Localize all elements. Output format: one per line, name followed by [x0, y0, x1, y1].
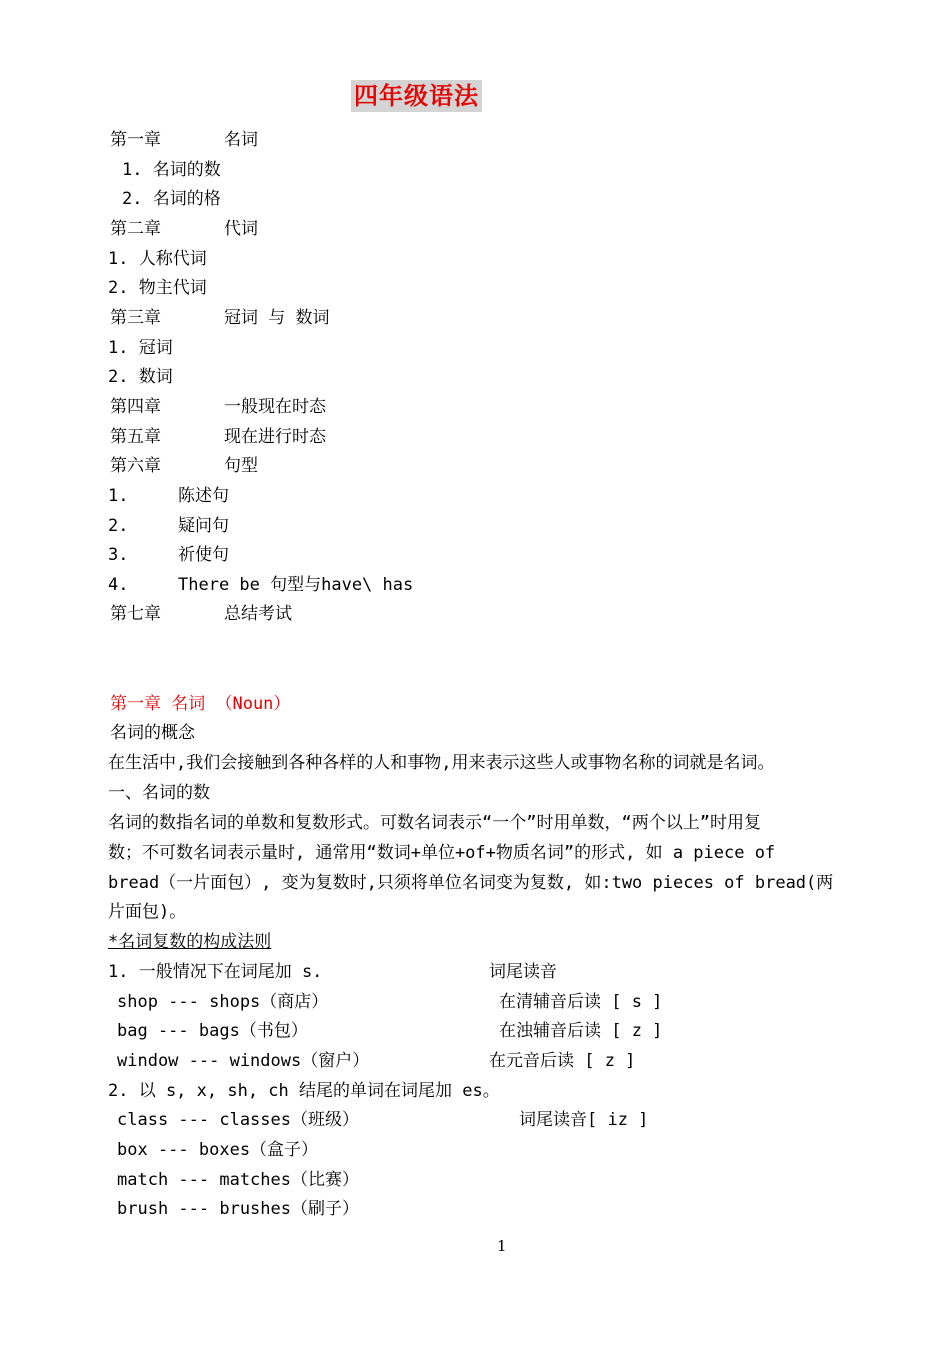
rule-2-note: 词尾读音[ iz ] — [519, 1110, 649, 1130]
toc-chapter-1-name: 名词 — [224, 130, 258, 150]
example-word: class --- classes（班级） — [117, 1110, 359, 1130]
page-number: 1 — [497, 1237, 507, 1255]
paragraph-line: bread（一片面包）, 变为复数时,只须将单位名词变为复数, 如:two pieces of bread(两 — [108, 873, 834, 893]
toc-chapter-4-number: 第四章 — [110, 397, 161, 417]
rules-title: *名词复数的构成法则 — [108, 932, 272, 952]
example-word: shop --- shops（商店） — [117, 992, 329, 1012]
number-title: 一、名词的数 — [108, 783, 210, 803]
rule-2-text: 2. 以 s, x, sh, ch 结尾的单词在词尾加 es。 — [108, 1081, 500, 1101]
toc-chapter-5-name: 现在进行时态 — [224, 427, 326, 447]
section-heading: 第一章 名词 （Noun） — [110, 694, 291, 714]
toc-item-number: 2. — [108, 516, 129, 536]
rule-1-note: 词尾读音 — [489, 962, 557, 982]
example-word: match --- matches（比赛） — [117, 1170, 359, 1190]
example-word: bag --- bags（书包） — [117, 1021, 308, 1041]
toc-item: 2. 数词 — [108, 367, 173, 387]
toc-item: 1. 冠词 — [108, 338, 173, 358]
example-word: window --- windows（窗户） — [117, 1051, 370, 1071]
toc-item: 陈述句 — [178, 486, 229, 506]
concept-title: 名词的概念 — [110, 723, 195, 743]
toc-item: 1. 名词的数 — [122, 160, 221, 180]
toc-chapter-3-name: 冠词 与 数词 — [224, 308, 330, 328]
example-pronunciation: 在浊辅音后读 [ z ] — [499, 1021, 663, 1041]
toc-chapter-3-number: 第三章 — [110, 308, 161, 328]
toc-chapter-2-number: 第二章 — [110, 219, 161, 239]
paragraph-line: 名词的数指名词的单数和复数形式。可数名词表示“一个”时用单数，“两个以上”时用复 — [108, 813, 761, 833]
toc-chapter-5-number: 第五章 — [110, 427, 161, 447]
toc-item: 祈使句 — [178, 545, 229, 565]
toc-chapter-2-name: 代词 — [224, 219, 258, 239]
example-pronunciation: 在元音后读 [ z ] — [489, 1051, 636, 1071]
example-pronunciation: 在清辅音后读 [ s ] — [499, 992, 663, 1012]
toc-chapter-1-number: 第一章 — [110, 130, 161, 150]
paragraph-line: 片面包)。 — [108, 902, 187, 922]
toc-item: 2. 名词的格 — [122, 189, 221, 209]
page-title: 四年级语法 — [351, 80, 482, 112]
toc-item: 疑问句 — [178, 516, 229, 536]
rule-1-text: 1. 一般情况下在词尾加 s. — [108, 962, 323, 982]
toc-chapter-4-name: 一般现在时态 — [224, 397, 326, 417]
toc-chapter-6-number: 第六章 — [110, 456, 161, 476]
toc-chapter-7-name: 总结考试 — [224, 604, 292, 624]
example-word: box --- boxes（盒子） — [117, 1140, 319, 1160]
toc-item: 1. 人称代词 — [108, 249, 207, 269]
concept-text: 在生活中,我们会接触到各种各样的人和事物,用来表示这些人或事物名称的词就是名词。 — [108, 753, 775, 773]
toc-item-number: 4. — [108, 575, 129, 595]
toc-item-number: 1. — [108, 486, 129, 506]
paragraph-line: 数；不可数名词表示量时, 通常用“数词+单位+of+物质名词”的形式, 如 a piece of — [108, 843, 776, 863]
example-word: brush --- brushes（刷子） — [117, 1199, 359, 1219]
toc-chapter-6-name: 句型 — [224, 456, 258, 476]
toc-item: 2. 物主代词 — [108, 278, 207, 298]
toc-chapter-7-number: 第七章 — [110, 604, 161, 624]
toc-item-number: 3. — [108, 545, 129, 565]
toc-item: There be 句型与have\ has — [178, 575, 414, 595]
